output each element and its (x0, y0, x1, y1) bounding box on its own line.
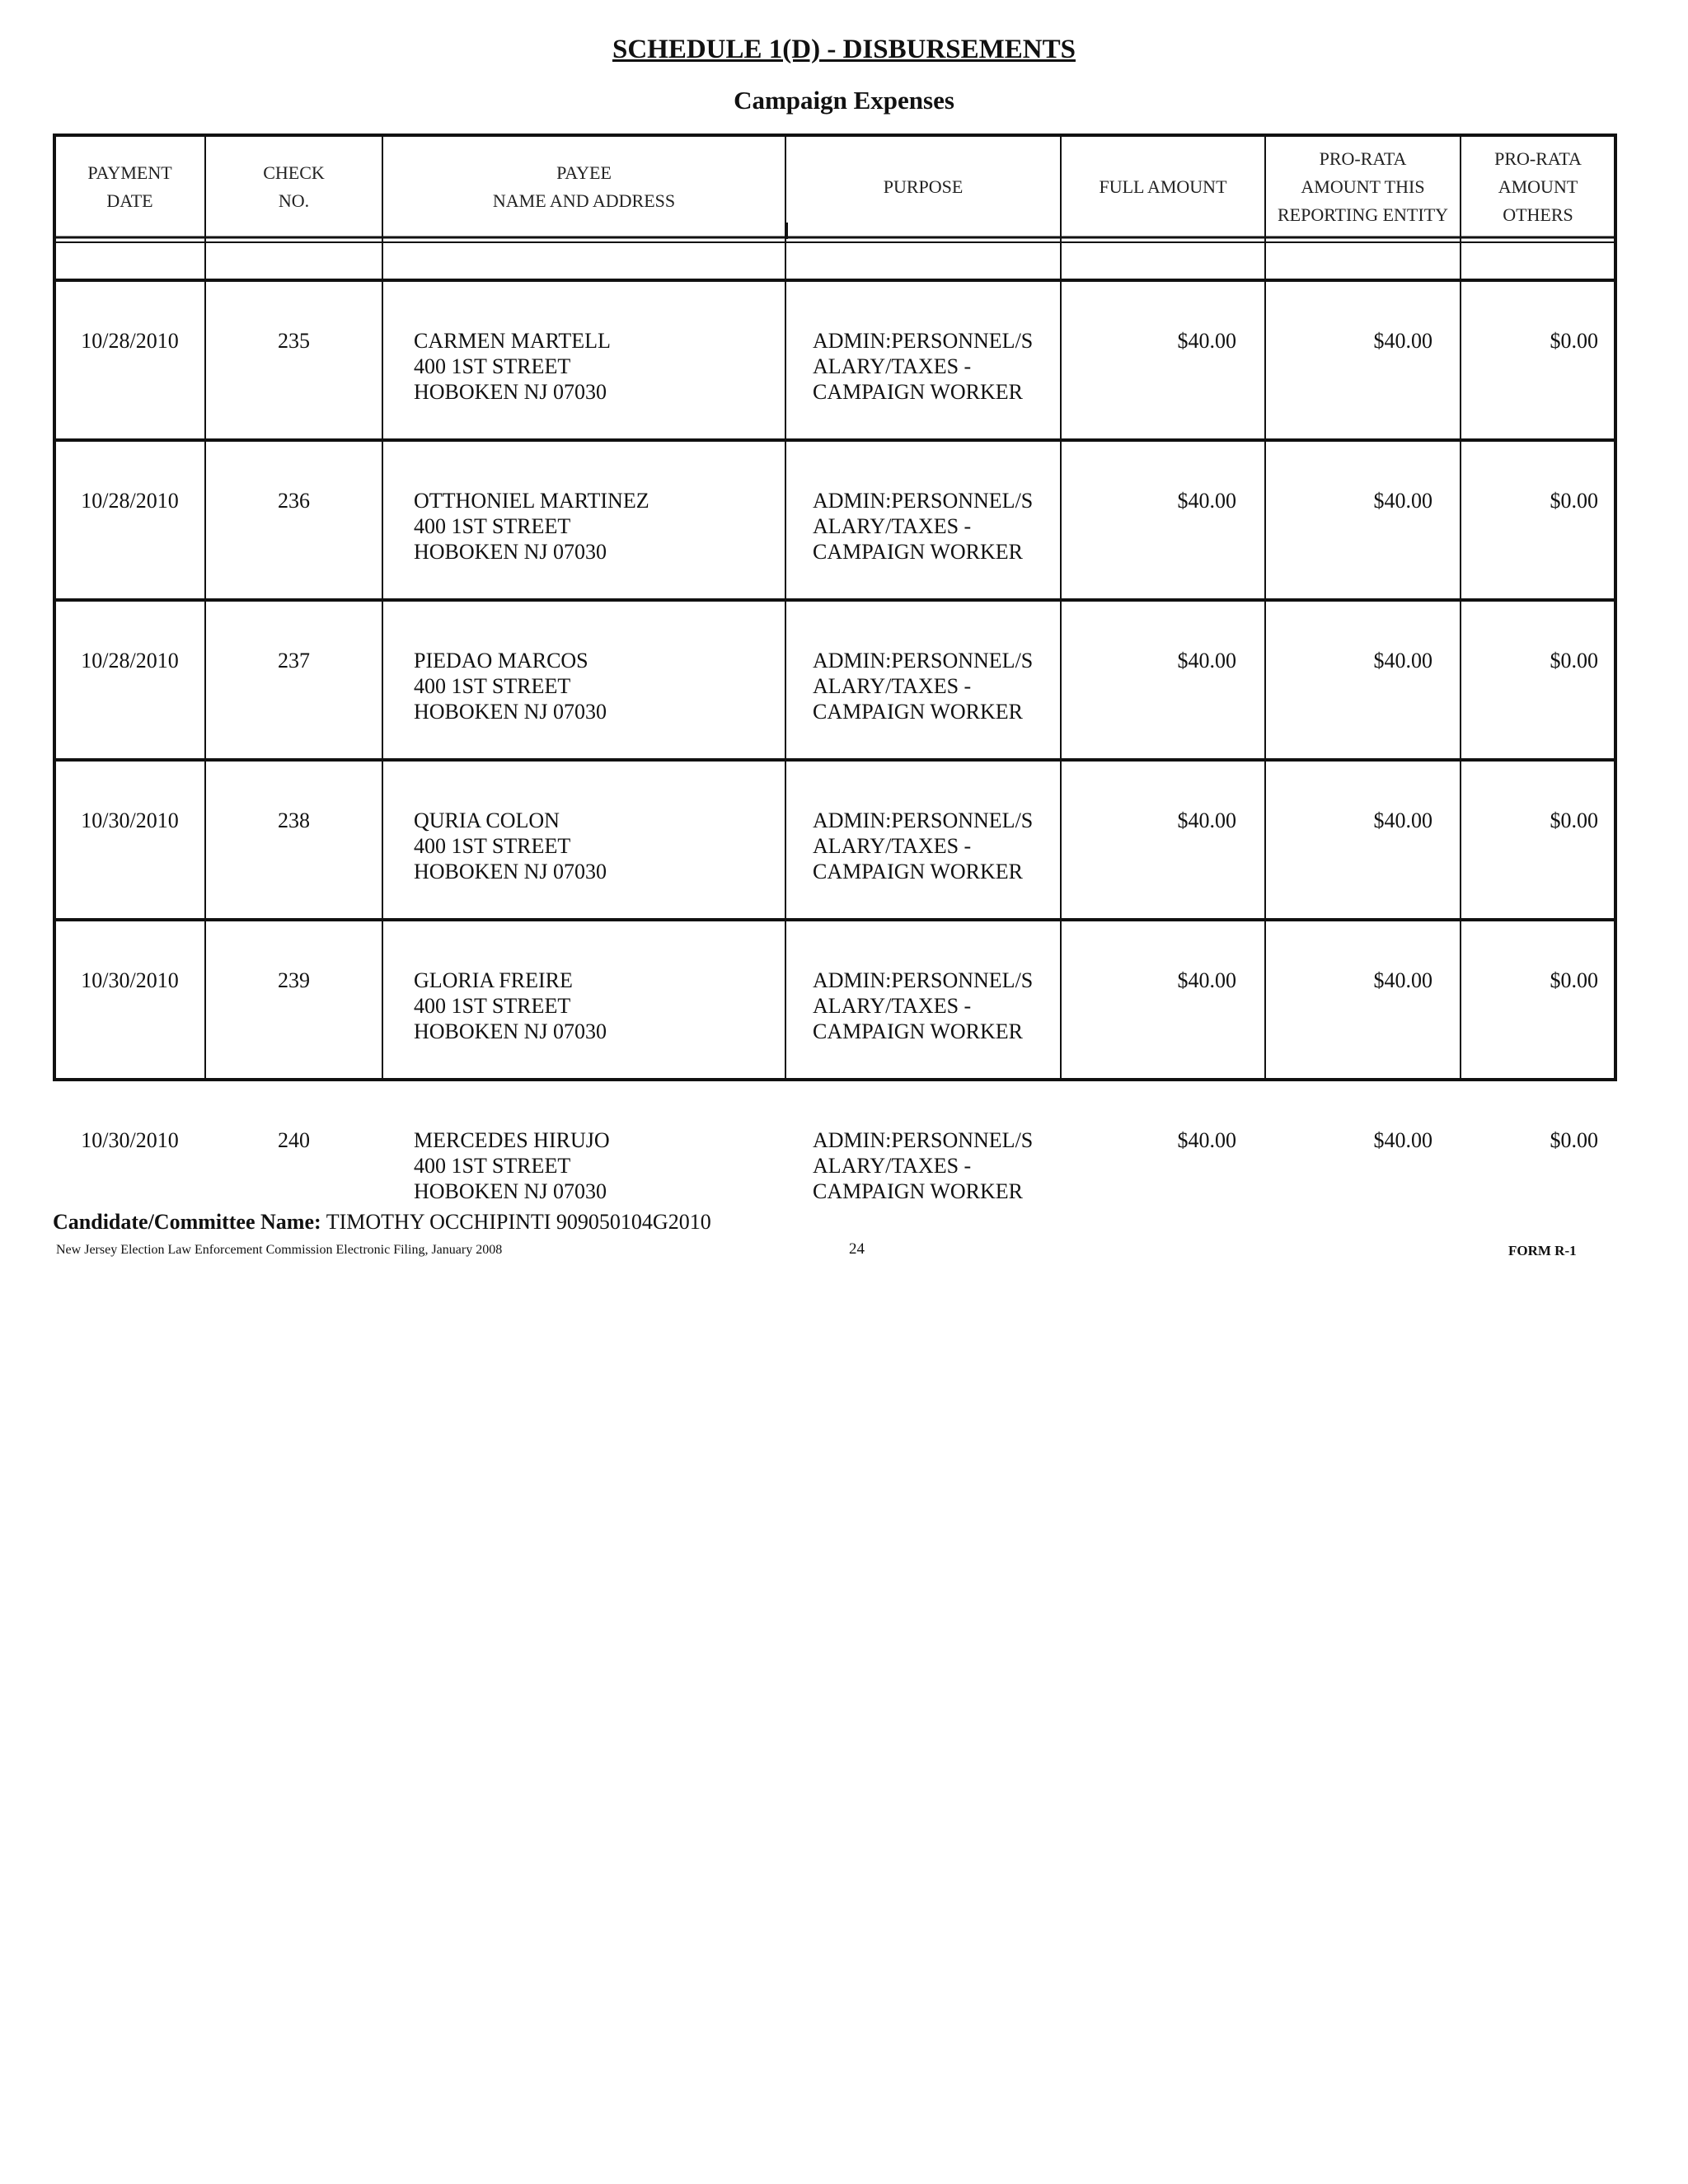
cell-date (54, 328, 205, 354)
cell-text: $40.00 (1177, 649, 1236, 673)
cell-full-amount (1061, 968, 1236, 993)
cell-text: $40.00 (1373, 329, 1432, 353)
cell-text: CAMPAIGN WORKER (813, 1019, 1023, 1043)
cell-text: 400 1ST STREET (414, 514, 571, 538)
cell-text: 400 1ST STREET (414, 1154, 571, 1178)
cell-date (54, 968, 205, 993)
cell-text: ADMIN:PERSONNEL/S (813, 968, 1034, 992)
cell-text: $0.00 (1550, 968, 1598, 992)
cell-text: $40.00 (1177, 329, 1236, 353)
cell-check (205, 1127, 382, 1153)
cell-text: ALARY/TAXES - (813, 834, 972, 858)
cell-purpose (813, 968, 1056, 1044)
cell-purpose (813, 328, 1056, 405)
cell-full-amount (1061, 648, 1236, 673)
cell-full-amount (1061, 1127, 1236, 1153)
cell-payee (414, 1127, 776, 1204)
cell-text: CAMPAIGN WORKER (813, 700, 1023, 724)
cell-text: $40.00 (1373, 808, 1432, 832)
cell-text: GLORIA FREIRE (414, 968, 573, 992)
cell-text: 400 1ST STREET (414, 834, 571, 858)
cell-text: $40.00 (1177, 968, 1236, 992)
cell-text: CAMPAIGN WORKER (813, 380, 1023, 404)
cell-text: 10/30/2010 (81, 968, 179, 992)
cell-text: 10/30/2010 (81, 1128, 179, 1152)
cell-text: 240 (278, 1128, 310, 1152)
cell-purpose (813, 488, 1056, 565)
header-full-amount: FULL AMOUNT (1099, 176, 1227, 197)
cell-prorata-others (1461, 1127, 1598, 1153)
cell-check (205, 648, 382, 673)
cell-payee (414, 808, 776, 884)
cell-text: 400 1ST STREET (414, 994, 571, 1018)
candidate-committee-label: Candidate/Committee Name: (53, 1210, 321, 1234)
cell-text: HOBOKEN NJ 07030 (414, 860, 607, 883)
page-subtitle: Campaign Expenses (734, 86, 954, 115)
cell-text: $40.00 (1177, 1128, 1236, 1152)
cell-text: CAMPAIGN WORKER (813, 540, 1023, 564)
cell-text: 400 1ST STREET (414, 674, 571, 698)
header-prorata-this: PRO-RATA AMOUNT THIS REPORTING ENTITY (1277, 148, 1449, 225)
cell-prorata-this (1265, 1127, 1432, 1153)
cell-prorata-this (1265, 648, 1432, 673)
cell-date (54, 488, 205, 513)
cell-text: ALARY/TAXES - (813, 354, 972, 378)
cell-text: $40.00 (1177, 808, 1236, 832)
cell-check (205, 968, 382, 993)
cell-text: ALARY/TAXES - (813, 514, 972, 538)
cell-text: HOBOKEN NJ 07030 (414, 1179, 607, 1203)
cell-prorata-this (1265, 488, 1432, 513)
cell-text: $40.00 (1373, 489, 1432, 513)
cell-prorata-others (1461, 328, 1598, 354)
header-payment-date: PAYMENT DATE (87, 162, 172, 211)
cell-text: $40.00 (1373, 1128, 1432, 1152)
cell-text: ADMIN:PERSONNEL/S (813, 329, 1034, 353)
cell-prorata-this (1265, 328, 1432, 354)
cell-text: 400 1ST STREET (414, 354, 571, 378)
header-purpose: PURPOSE (883, 176, 964, 197)
cell-prorata-others (1461, 488, 1598, 513)
cell-prorata-others (1461, 808, 1598, 833)
cell-text: $40.00 (1177, 489, 1236, 513)
cell-prorata-others (1461, 968, 1598, 993)
cell-prorata-this (1265, 808, 1432, 833)
cell-prorata-others (1461, 648, 1598, 673)
cell-text: 239 (278, 968, 310, 992)
cell-payee (414, 968, 776, 1044)
cell-text: 237 (278, 649, 310, 673)
cell-text: MERCEDES HIRUJO (414, 1128, 610, 1152)
commission-note: New Jersey Election Law Enforcement Commission Electronic Filing, January 2008 (56, 1243, 503, 1257)
cell-text: QURIA COLON (414, 808, 560, 832)
cell-text: CAMPAIGN WORKER (813, 860, 1023, 883)
cell-purpose (813, 648, 1056, 724)
cell-check (205, 808, 382, 833)
cell-text: 10/28/2010 (81, 649, 179, 673)
cell-prorata-this (1265, 968, 1432, 993)
cell-purpose (813, 808, 1056, 884)
header-payee: PAYEE NAME AND ADDRESS (492, 162, 676, 211)
cell-text: CARMEN MARTELL (414, 329, 611, 353)
cell-full-amount (1061, 488, 1236, 513)
cell-text: 238 (278, 808, 310, 832)
cell-full-amount (1061, 808, 1236, 833)
cell-text: HOBOKEN NJ 07030 (414, 700, 607, 724)
cell-check (205, 328, 382, 354)
cell-text: ADMIN:PERSONNEL/S (813, 1128, 1034, 1152)
cell-text: ALARY/TAXES - (813, 1154, 972, 1178)
cell-text: 10/28/2010 (81, 489, 179, 513)
page-title: SCHEDULE 1(D) - DISBURSEMENTS (612, 35, 1076, 64)
cell-payee (414, 648, 776, 724)
cell-text: HOBOKEN NJ 07030 (414, 1019, 607, 1043)
cell-text: 10/28/2010 (81, 329, 179, 353)
cell-text: $40.00 (1373, 968, 1432, 992)
header-prorata-others: PRO-RATA AMOUNT OTHERS (1494, 148, 1582, 225)
form-id: FORM R-1 (1508, 1243, 1577, 1258)
cell-text: $0.00 (1550, 1128, 1598, 1152)
cell-date (54, 808, 205, 833)
cell-text: ALARY/TAXES - (813, 674, 972, 698)
cell-text: $40.00 (1373, 649, 1432, 673)
cell-full-amount (1061, 328, 1236, 354)
cell-text: HOBOKEN NJ 07030 (414, 380, 607, 404)
cell-date (54, 648, 205, 673)
cell-text: ADMIN:PERSONNEL/S (813, 808, 1034, 832)
cell-text: 235 (278, 329, 310, 353)
cell-text: OTTHONIEL MARTINEZ (414, 489, 649, 513)
cell-text: HOBOKEN NJ 07030 (414, 540, 607, 564)
cell-text: ADMIN:PERSONNEL/S (813, 649, 1034, 673)
header-check-no: CHECK NO. (263, 162, 325, 211)
candidate-committee-value: TIMOTHY OCCHIPINTI 909050104G2010 (326, 1210, 711, 1234)
cell-text: PIEDAO MARCOS (414, 649, 588, 673)
cell-check (205, 488, 382, 513)
cell-purpose (813, 1127, 1056, 1204)
page-number: 24 (849, 1240, 865, 1258)
cell-text: CAMPAIGN WORKER (813, 1179, 1023, 1203)
cell-text: $0.00 (1550, 489, 1598, 513)
cell-text: $0.00 (1550, 649, 1598, 673)
cell-text: 236 (278, 489, 310, 513)
cell-payee (414, 328, 776, 405)
cell-text: ADMIN:PERSONNEL/S (813, 489, 1034, 513)
candidate-committee-name (53, 1210, 711, 1235)
cell-text: $0.00 (1550, 808, 1598, 832)
cell-payee (414, 488, 776, 565)
cell-text: ALARY/TAXES - (813, 994, 972, 1018)
cell-date (54, 1127, 205, 1153)
cell-text: $0.00 (1550, 329, 1598, 353)
cell-text: 10/30/2010 (81, 808, 179, 832)
